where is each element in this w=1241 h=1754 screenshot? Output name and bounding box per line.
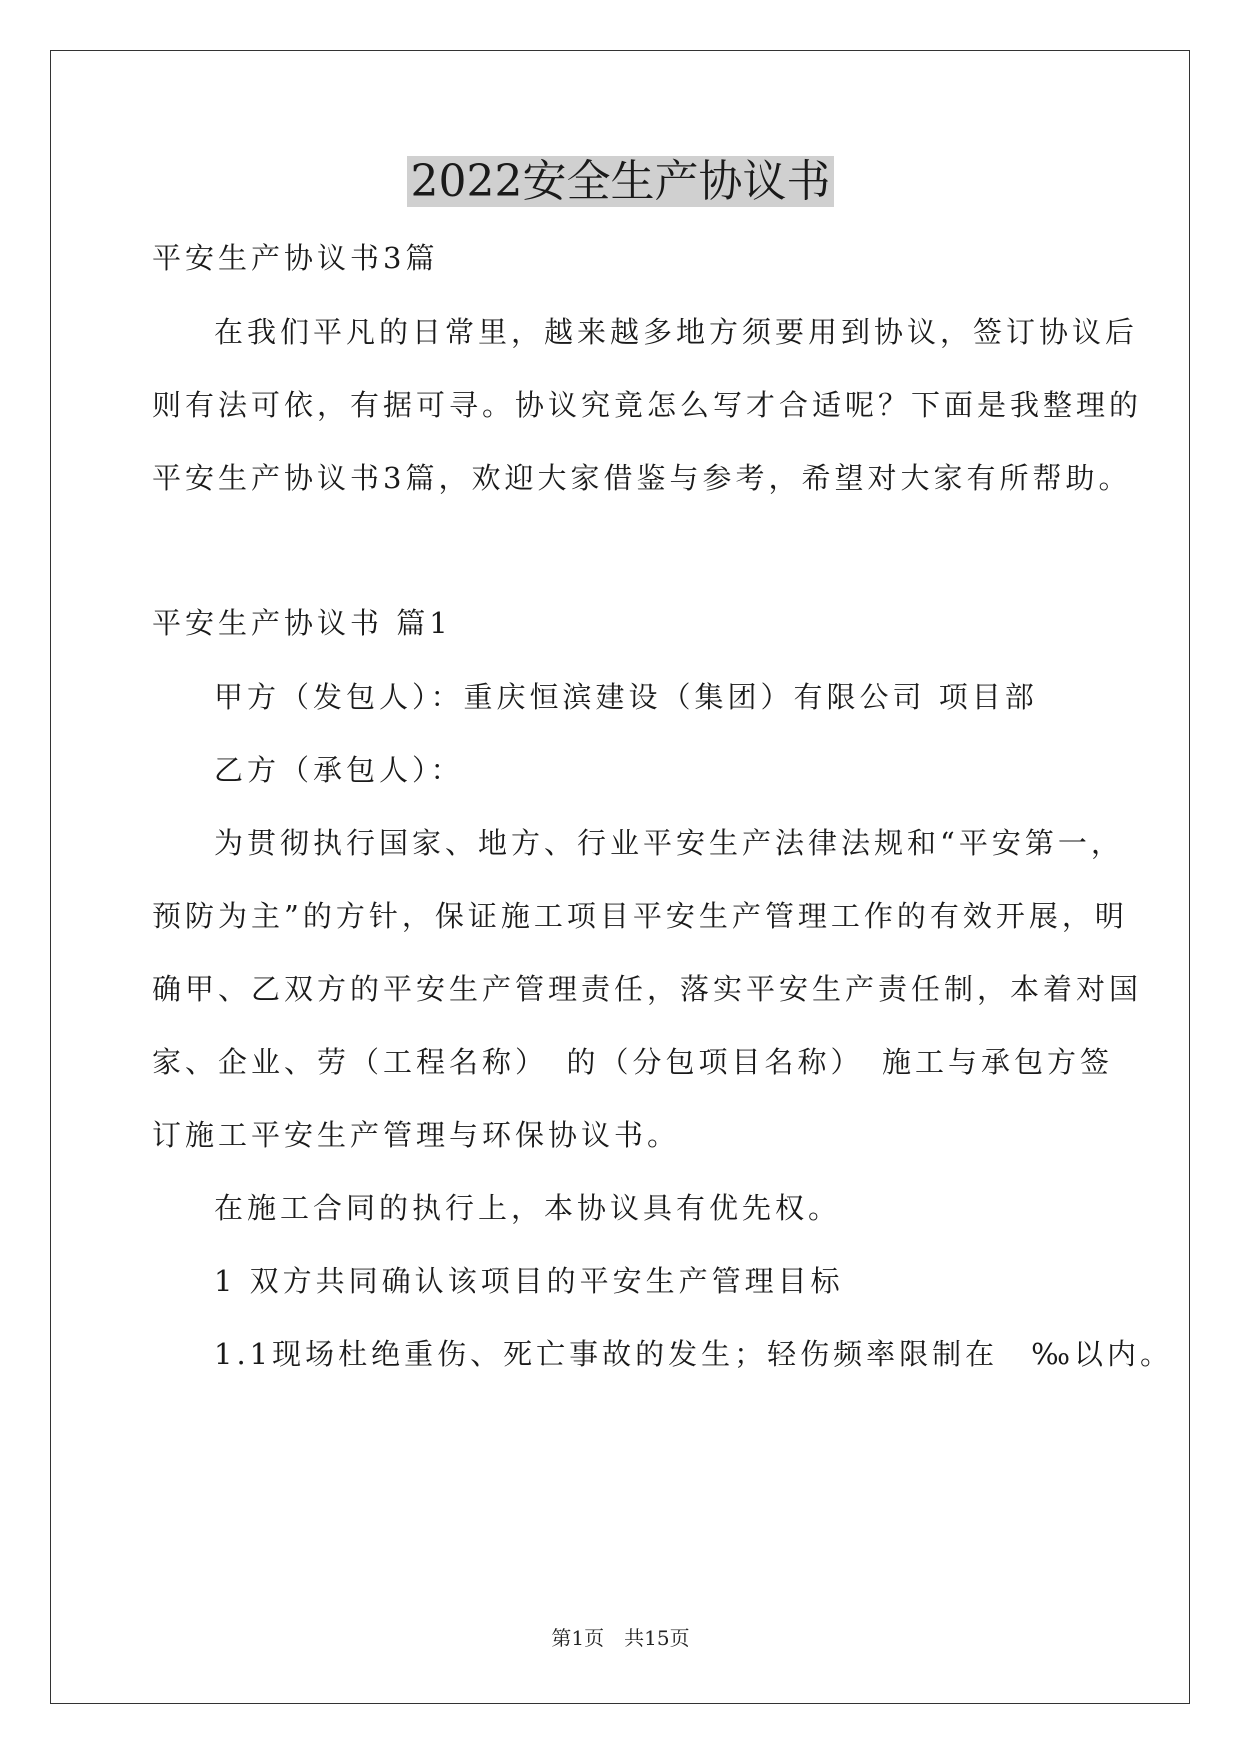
page-border [50, 50, 1190, 1704]
document-title-text: 2022安全生产协议书 [407, 156, 835, 207]
clause-item: 1.1现场杜绝重伤、死亡事故的发生；轻伤频率限制在 ‰以内。 [214, 1337, 1174, 1371]
section-heading: 平安生产协议书3篇 [152, 241, 439, 275]
paragraph-line: 为贯彻执行国家、地方、行业平安生产法律法规和“平安第一， [214, 826, 1124, 860]
paragraph-line: 平安生产协议书3篇，欢迎大家借鉴与参考，希望对大家有所帮助。 [152, 461, 1132, 495]
section-heading: 平安生产协议书 篇1 [152, 606, 452, 640]
party-a-line: 甲方（发包人）：重庆恒滨建设（集团）有限公司 项目部 [214, 680, 1038, 714]
paragraph-line: 订施工平安生产管理与环保协议书。 [152, 1118, 681, 1152]
party-b-line: 乙方（承包人）： [214, 753, 464, 787]
paragraph-line: 在施工合同的执行上，本协议具有优先权。 [214, 1191, 842, 1225]
page-number: 第1页 共15页 [551, 1626, 690, 1650]
paragraph-line: 家、企业、劳（工程名称） 的（分包项目名称） 施工与承包方签 [152, 1045, 1114, 1079]
paragraph-line: 则有法可依，有据可寻。协议究竟怎么写才合适呢？下面是我整理的 [152, 388, 1143, 422]
clause-heading: 1 双方共同确认该项目的平安生产管理目标 [214, 1264, 844, 1298]
paragraph-line: 确甲、乙双方的平安生产管理责任，落实平安生产责任制，本着对国 [152, 972, 1143, 1006]
document-title [0, 150, 1241, 214]
paragraph-line: 在我们平凡的日常里，越来越多地方须要用到协议，签订协议后 [214, 315, 1139, 349]
paragraph-line: 预防为主”的方针，保证施工项目平安生产管理工作的有效开展，明 [152, 899, 1128, 933]
